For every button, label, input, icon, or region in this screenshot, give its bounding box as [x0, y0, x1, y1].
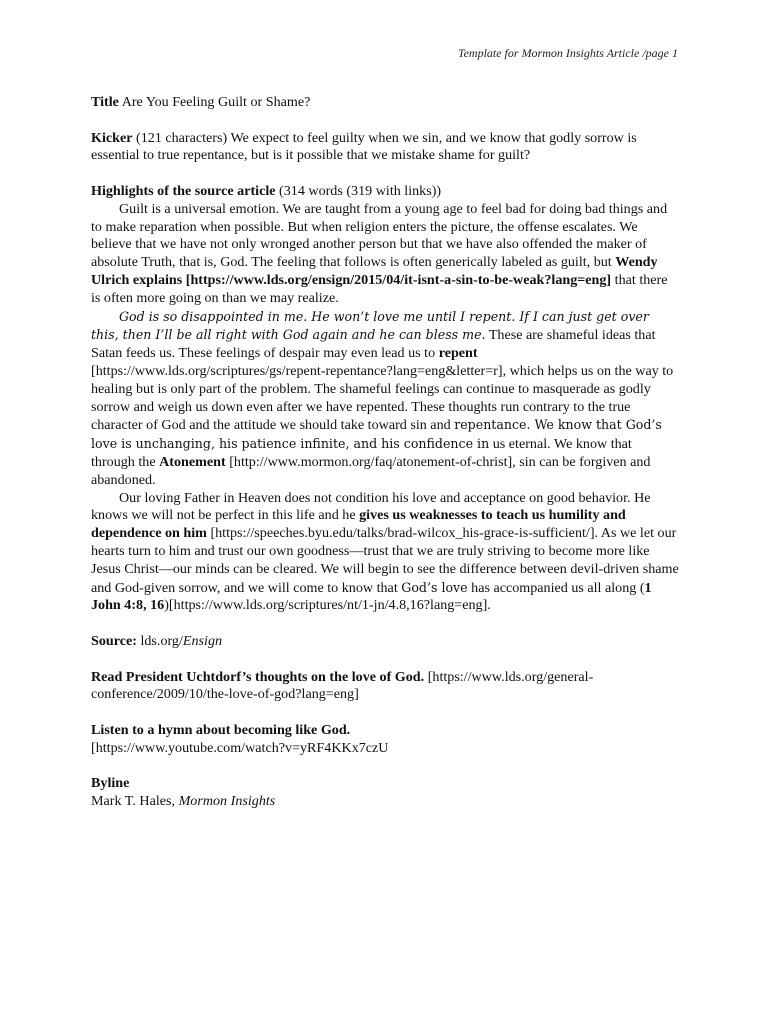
p3-alt-text: God’s love	[401, 579, 468, 595]
kicker-label: Kicker	[91, 129, 133, 146]
p2-text-d: [http://www.mormon.org/faq/atonement-of-christ], sin can be forgiven and abandoned.	[91, 453, 651, 488]
highlights-count: (314 words (319 with links))	[279, 182, 442, 199]
title-text: Are You Feeling Guilt or Shame?	[121, 94, 311, 110]
byline-author: Mark T. Hales,	[91, 793, 176, 810]
source-label: Source:	[91, 632, 137, 649]
kicker-text: (121 characters) We expect to feel guilty when we sin, and we know that godly sorrow is essential to true repentance, but is it possible that we mistake shame for guilt?	[91, 129, 637, 164]
highlights-paragraph-2	[91, 308, 679, 490]
atonement-term: Atonement	[159, 453, 226, 470]
p3-text-d: )[https://www.lds.org/scriptures/nt/1-jn/4.8,16?lang=eng].	[164, 597, 491, 614]
quote-text: God is so disappointed in me. He won’t love me until I repent. If I can just get over this, then I’ll be all right with God again and he can bless me.	[91, 308, 649, 343]
p2-text-a: These are shameful ideas that Satan feeds us. These feelings of despair may even lead us to	[91, 327, 656, 362]
byline-publication: Mormon Insights	[178, 793, 276, 810]
highlights-paragraph-3	[91, 490, 679, 616]
listen-line	[91, 722, 679, 758]
document-body	[91, 94, 679, 829]
scripture-ref: 1 John 4:8, 16	[91, 579, 652, 614]
byline-section	[91, 775, 679, 811]
kicker-line	[91, 130, 679, 166]
p2-alt-text: repentance. We know that God’s love is unchanging, his patience infinite, and his confidence in	[91, 417, 662, 452]
wendy-ulrich-link: Wendy Ulrich explains [https://www.lds.org/ensign/2015/04/it-isnt-a-sin-to-be-weak?lang=eng]	[91, 254, 658, 288]
highlights-section	[91, 183, 679, 615]
highlights-label: Highlights of the source article	[91, 182, 276, 199]
listen-link-text: Listen to a hymn about becoming like God.	[91, 721, 351, 738]
highlights-paragraph-1	[91, 201, 679, 308]
p1-text-a: Guilt is a universal emotion. We are taught from a young age to feel bad for doing bad things and to make reparation when possible. But when religion enters the picture, the offense escalates. We believe that we have not only wronged another person but that we have also offended the maker of absolute Truth, that is, God. The feeling that follows is often generically labeled as guilt, but	[91, 200, 668, 271]
title-label: Title	[91, 94, 119, 110]
p2-text-c: us eternal. We know that through the	[91, 436, 632, 470]
repent-term: repent	[438, 345, 478, 362]
read-link-text: Read President Uchtdorf’s thoughts on the love of God.	[91, 668, 425, 685]
title-line	[91, 94, 679, 112]
p1-text-b: that there is often more going on than we may realize.	[91, 271, 668, 306]
byline-line	[91, 793, 679, 811]
byline-label: Byline	[91, 775, 130, 792]
page-header-note: Template for Mormon Insights Article /page 1	[458, 46, 678, 60]
p3-text-b: [https://speeches.byu.edu/talks/brad-wilcox_his-grace-is-sufficient/]. As we let our hearts turn to him and trust our own goodness—trust that we are truly striving to become more like Jesus Christ—our minds can be cleared. We will begin to see the difference between devil-driven shame and God-given sorrow, and we will come to know that	[91, 525, 679, 596]
read-link-url: [https://www.lds.org/general-conference/2009/10/the-love-of-god?lang=eng]	[91, 668, 594, 703]
p3-text-a: Our loving Father in Heaven does not condition his love and acceptance on good behavior. He knows we will not be perfect in this life and he	[91, 489, 651, 524]
read-line	[91, 669, 679, 705]
p3-text-c: has accompanied us all along (	[471, 579, 645, 596]
p2-text-b: [https://www.lds.org/scriptures/gs/repent-repentance?lang=eng&letter=r], which helps us on the way to healing but is only part of the problem. The shameful feelings can continue to masquerade as godly sorrow and weigh us down even after we have repented. These thoughts run contrary to the true character of God and the attitude we should take toward sin and	[91, 362, 674, 434]
highlights-heading	[91, 183, 679, 201]
source-site: lds.org/	[140, 632, 183, 649]
source-line	[91, 633, 679, 651]
source-publication: Ensign	[182, 632, 223, 649]
weaknesses-phrase: gives us weaknesses to teach us humility and dependence on him	[91, 507, 626, 542]
listen-link-url: [https://www.youtube.com/watch?v=yRF4KKx7czU	[91, 739, 389, 756]
